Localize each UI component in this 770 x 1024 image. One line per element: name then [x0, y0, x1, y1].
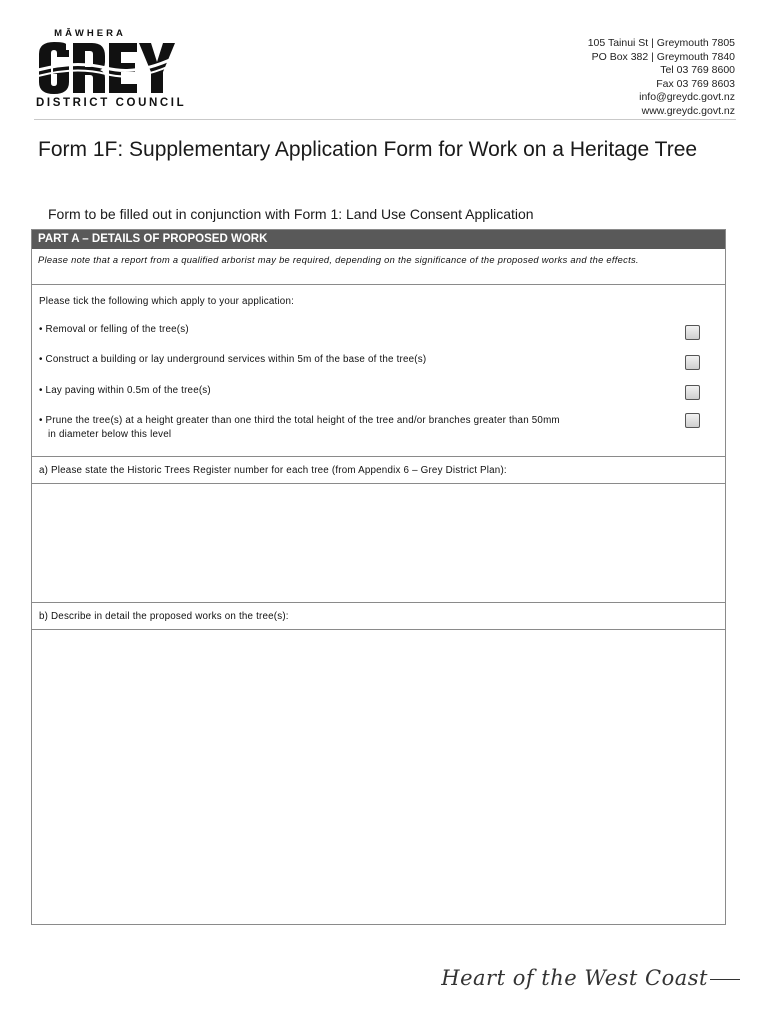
form-title: Form 1F: Supplementary Application Form for Work on a Heritage Tree [38, 138, 698, 161]
tagline-underline [710, 979, 740, 980]
question-b-label: b) Describe in detail the proposed works on the tree(s): [32, 603, 725, 630]
grey-wordmark-icon [36, 40, 176, 96]
part-a-header: PART A – DETAILS OF PROPOSED WORK [32, 230, 725, 249]
contact-details [588, 37, 735, 119]
tagline-text: Heart of the West Coast [441, 966, 708, 990]
footer-tagline [441, 966, 740, 990]
logo-council-name: DISTRICT COUNCIL [36, 97, 187, 109]
header-divider [34, 119, 736, 120]
checkbox-prune[interactable] [685, 413, 700, 428]
tick-item-prune [39, 414, 679, 442]
tick-item-paving [39, 384, 679, 398]
tick-label-continued: in diameter below this level [48, 429, 172, 440]
part-a-form [31, 229, 726, 925]
logo-maori-name: MĀWHERA [54, 28, 126, 39]
tick-label: • Prune the tree(s) at a height greater than one third the total height of the tree and/or branches greater than 50mm [39, 415, 560, 426]
tick-item-construct [39, 353, 679, 367]
tick-label: • Lay paving within 0.5m of the tree(s) [39, 385, 211, 396]
tick-label: • Construct a building or lay underground services within 5m of the base of the tree(s) [39, 354, 427, 365]
checkbox-removal[interactable] [685, 325, 700, 340]
contact-phone: Tel 03 769 8600 [660, 64, 735, 77]
question-a-label: a) Please state the Historic Trees Register number for each tree (from Appendix 6 – Grey District Plan): [32, 457, 725, 484]
contact-email[interactable]: info@greydc.govt.nz [639, 91, 735, 104]
tick-intro: Please tick the following which apply to your application: [39, 296, 295, 307]
question-a-answer-field[interactable] [32, 484, 725, 603]
contact-po-box: PO Box 382 | Greymouth 7840 [591, 50, 735, 63]
question-b-answer-field[interactable] [32, 630, 725, 926]
tick-section [32, 285, 725, 457]
checkbox-construct[interactable] [685, 355, 700, 370]
form-subtitle: Form to be filled out in conjunction with Form 1: Land Use Consent Application [48, 206, 534, 222]
contact-website[interactable]: www.greydc.govt.nz [641, 104, 735, 117]
tick-item-removal [39, 323, 679, 337]
checkbox-paving[interactable] [685, 385, 700, 400]
contact-address: 105 Tainui St | Greymouth 7805 [587, 37, 735, 49]
council-logo [36, 28, 186, 109]
contact-fax: Fax 03 769 8603 [656, 77, 735, 90]
arborist-note: Please note that a report from a qualified arborist may be required, depending on the significance of the proposed works and the effects. [32, 249, 725, 285]
tick-label: • Removal or felling of the tree(s) [39, 324, 189, 335]
